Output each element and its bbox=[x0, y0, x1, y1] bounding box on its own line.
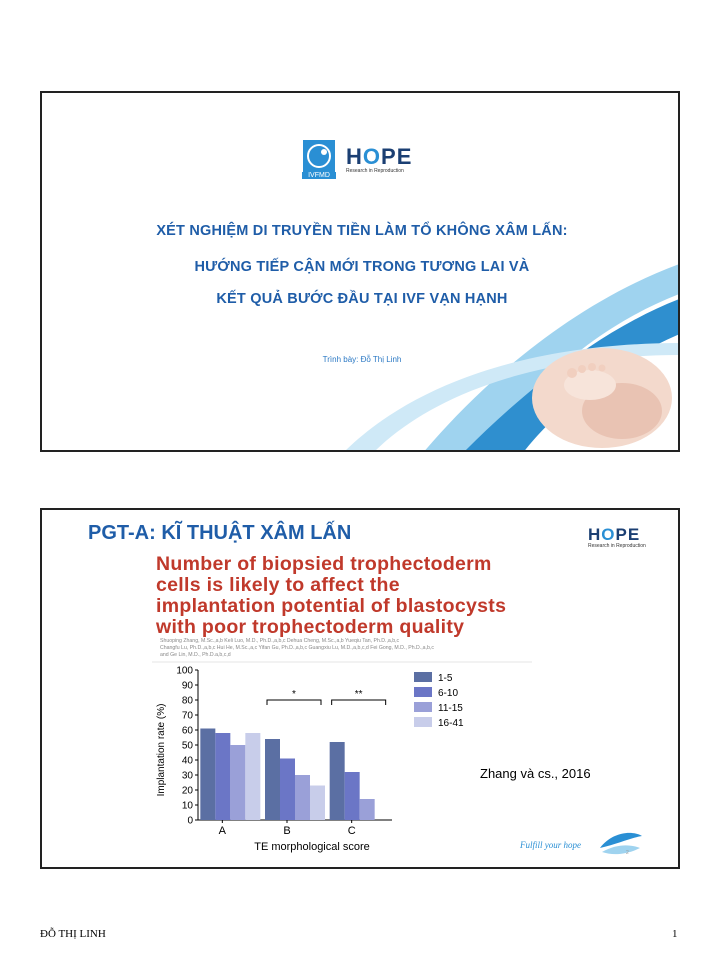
hope-tagline: Research in Reproduction bbox=[588, 543, 646, 549]
hope-wordmark: HOPE bbox=[588, 525, 641, 544]
slide-2 bbox=[40, 508, 680, 869]
presenter-line: Trình bày: Đỗ Thị Linh bbox=[322, 355, 402, 364]
y-tick-label: 20 bbox=[181, 785, 193, 797]
paper-title-line-3: implantation potential of blastocysts bbox=[156, 595, 507, 617]
x-tick-label: A bbox=[218, 825, 227, 837]
y-tick-label: 10 bbox=[181, 800, 193, 812]
significance-mark: ** bbox=[354, 689, 363, 700]
paper-title-line-2: cells is likely to affect the bbox=[156, 574, 400, 596]
paper-title-line-1: Number of biopsied trophectoderm bbox=[156, 553, 492, 575]
legend-swatch-6-10 bbox=[414, 687, 432, 697]
hope-logo bbox=[588, 526, 646, 549]
footer-page-number: 1 bbox=[672, 928, 678, 940]
legend-label-11-15: 11-15 bbox=[438, 703, 463, 714]
paper-title-line-4: with poor trophectoderm quality bbox=[156, 616, 465, 638]
fulfill-slogan: Fulfill your hope bbox=[520, 840, 581, 850]
paper-title bbox=[156, 554, 506, 638]
paper-authors bbox=[160, 638, 560, 659]
citation: Zhang và cs., 2016 bbox=[480, 766, 591, 781]
title-line-2: HƯỚNG TIẾP CẬN MỚI TRONG TƯƠNG LAI VÀ bbox=[194, 259, 530, 275]
bar-A-16-41 bbox=[245, 733, 260, 820]
x-tick-label: C bbox=[347, 825, 356, 837]
significance-mark: * bbox=[292, 689, 296, 700]
y-tick-label: 70 bbox=[181, 710, 193, 722]
hope-wordmark: HOPE bbox=[346, 144, 413, 169]
slide-1 bbox=[40, 91, 680, 452]
ivfmd-hope-logo bbox=[302, 139, 412, 181]
ivfmd-label: IVFMD bbox=[302, 172, 336, 179]
implantation-rate-chart bbox=[152, 660, 532, 860]
bar-C-1-5 bbox=[330, 742, 345, 820]
chart-xlabel: TE morphological score bbox=[254, 841, 370, 853]
legend-label-1-5: 1-5 bbox=[438, 673, 453, 684]
legend-label-6-10: 6-10 bbox=[438, 688, 459, 699]
authors-line-1: Shuoping Zhang, M.Sc.,a,b Keli Luo, M.D., Ph.D.,a,b,c Dehua Cheng, M.Sc.,a,b Yueqiu Tan, Ph.D.,a,b,c bbox=[160, 638, 400, 644]
y-tick-label: 60 bbox=[181, 725, 193, 737]
y-tick-label: 40 bbox=[181, 755, 193, 767]
title-line-3: KẾT QUẢ BƯỚC ĐẦU TẠI IVF VẠN HẠNH bbox=[216, 291, 508, 307]
legend-swatch-16-41 bbox=[414, 717, 432, 727]
legend-label-16-41: 16-41 bbox=[438, 718, 464, 729]
y-tick-label: 50 bbox=[181, 740, 193, 752]
x-tick-label: B bbox=[283, 825, 291, 837]
authors-line-3: and Ge Lin, M.D., Ph.D.a,b,c,d bbox=[160, 652, 231, 658]
bar-B-16-41 bbox=[310, 786, 325, 821]
legend-swatch-1-5 bbox=[414, 672, 432, 682]
y-tick-label: 0 bbox=[187, 815, 193, 827]
y-tick-label: 100 bbox=[176, 665, 193, 677]
footer-author: ĐỖ THỊ LINH bbox=[40, 928, 106, 940]
bar-B-6-10 bbox=[280, 759, 295, 821]
ivfmd-badge bbox=[302, 139, 336, 181]
slide-page-number: 2 bbox=[626, 850, 629, 856]
significance-bracket bbox=[332, 700, 386, 705]
legend-swatch-11-15 bbox=[414, 702, 432, 712]
leaf-logo-icon bbox=[598, 830, 644, 856]
authors-line-2: Changfu Lu, Ph.D.,a,b,c Hui He, M.Sc.,a,c Yifan Gu, Ph.D.,a,b,c Guangxiu Lu, M.D.,a,b,c,d Fei Gong, M.D., Ph.D.,a,b,c bbox=[160, 645, 434, 651]
bar-A-6-10 bbox=[215, 733, 230, 820]
title-line-1: XÉT NGHIỆM DI TRUYỀN TIỀN LÀM TỔ KHÔNG XÂM LẤN: bbox=[156, 223, 568, 239]
bar-C-11-15 bbox=[360, 799, 375, 820]
bar-B-1-5 bbox=[265, 739, 280, 820]
hope-tagline: Research in Reproduction bbox=[346, 168, 404, 174]
y-tick-label: 90 bbox=[181, 680, 193, 692]
bar-B-11-15 bbox=[295, 775, 310, 820]
y-tick-label: 80 bbox=[181, 695, 193, 707]
significance-bracket bbox=[267, 700, 321, 705]
bar-C-6-10 bbox=[345, 772, 360, 820]
y-tick-label: 30 bbox=[181, 770, 193, 782]
slide-title: PGT-A: KĨ THUẬT XÂM LẤN bbox=[88, 522, 352, 544]
chart-ylabel: Implantation rate (%) bbox=[156, 703, 167, 797]
bar-A-11-15 bbox=[230, 745, 245, 820]
bar-A-1-5 bbox=[200, 729, 215, 821]
